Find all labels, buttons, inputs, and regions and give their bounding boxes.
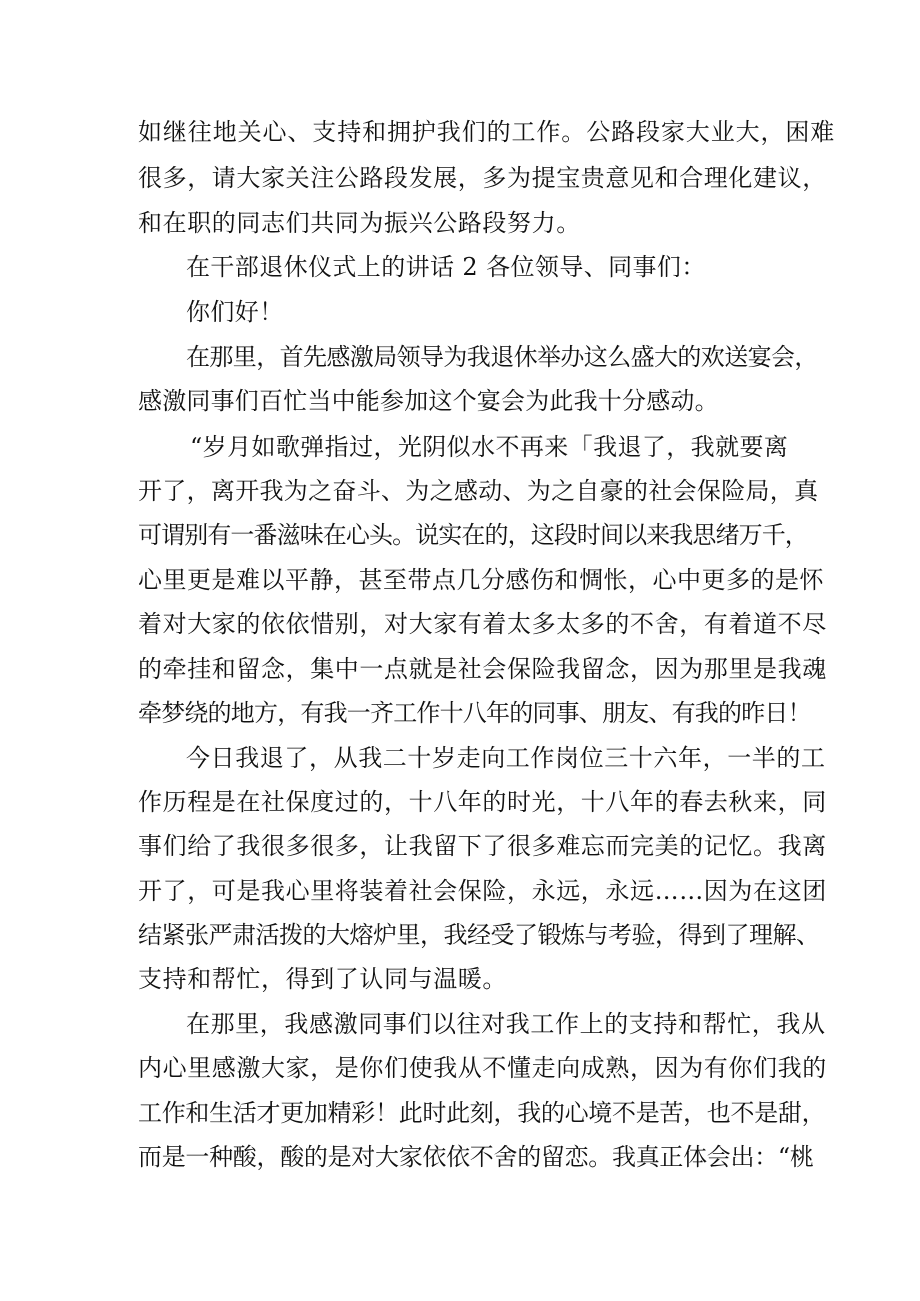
text-line: 在那里，首先感激局领导为我退休举办这么盛大的欢送宴会，: [186, 343, 818, 371]
text-line: 支持和帮忙，得到了认同与温暖。: [138, 965, 507, 993]
text-line: 内心里感激大家，是你们使我从不懂走向成熟，因为有你们我的: [138, 1054, 827, 1082]
text-line: 而是一种酸，酸的是对大家依依不舍的留恋。我真正体会出：“桃: [138, 1143, 814, 1171]
text-line: 事们给了我很多很多，让我留下了很多难忘而完美的记忆。我离: [138, 832, 827, 860]
text-line: 开了，离开我为之奋斗、为之感动、为之自豪的社会保险局，真: [138, 477, 819, 505]
text-line: 感激同事们百忙当中能参加这个宴会为此我十分感动。: [138, 387, 719, 415]
text-line: 在那里，我感激同事们以往对我工作上的支持和帮忙，我从: [186, 1010, 826, 1038]
text-line: 心里更是难以平静，甚至带点几分感伤和惆怅，心中更多的是怀: [138, 566, 824, 594]
text-line: 如继往地关心、支持和拥护我们的工作。公路段家大业大，困难: [138, 118, 836, 146]
text-line: 的牵挂和留念，集中一点就是社会保险我留念，因为那里是我魂: [138, 655, 827, 683]
text-line: 今日我退了，从我二十岁走向工作岗位三十六年，一半的工: [186, 744, 826, 772]
text-line: “岁月如歌弹指过，光阴似水不再来「我退了，我就要离: [190, 433, 789, 461]
text-line: 工作和生活才更加精彩！此时此刻，我的心境不是苦，也不是甜，: [138, 1099, 826, 1127]
text-line: 和在职的同志们共同为振兴公路段努力。: [138, 209, 581, 237]
section-heading: 在干部退休仪式上的讲话 2 各位领导、同事们：: [186, 253, 706, 281]
text-line: 着对大家的依依惜别，对大家有着太多太多的不舍，有着道不尽: [138, 610, 827, 638]
text-line: 结紧张严肃活拨的大熔炉里，我经受了锻炼与考验，得到了理解、: [138, 921, 820, 949]
greeting: 你们好！: [186, 298, 284, 326]
text-line: 作历程是在社保度过的，十八年的时光，十八年的春去秋来，同: [138, 788, 827, 816]
text-line: 开了，可是我心里将装着社会保险，永远，永远……因为在这团: [138, 877, 827, 905]
text-line: 牵梦绕的地方，有我一齐工作十八年的同事、朋友、有我的昨日！: [138, 699, 811, 727]
text-line: 可谓别有一番滋味在心头。说实在的，这段时间以来我思绪万千，: [138, 521, 808, 549]
text-line: 很多，请大家关注公路段发展，多为提宝贵意见和合理化建议，: [138, 164, 827, 192]
